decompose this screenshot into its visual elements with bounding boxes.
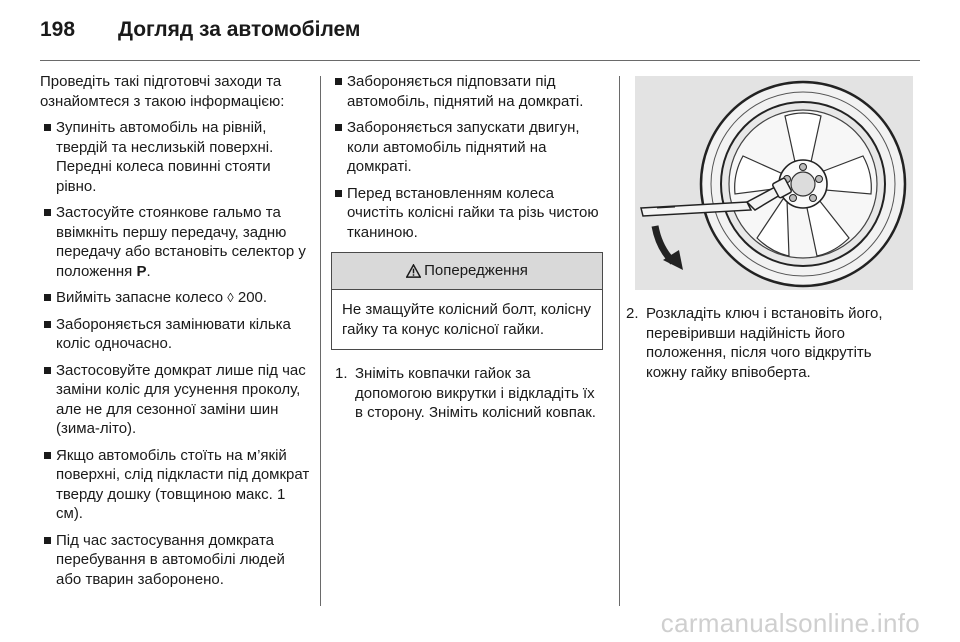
list-item [622, 304, 912, 382]
steps-list-2 [622, 304, 912, 382]
list-item: Зупиніть автомобіль на рівній, твердій та неслизькій поверхні. Передні колеса повинні стояти рівно. [40, 118, 312, 196]
park-position: P [136, 262, 147, 280]
warning-triangle-icon [406, 264, 421, 278]
intro-text: Проведіть такі підготовчі заходи та ознайомтеся з такою інформацією: [40, 73, 285, 110]
column-3 [622, 72, 912, 389]
step-text: Розкладіть ключ і встановіть його, перевіривши надійність його положення, після чого відкрутіть кожну гайку впівоберта. [646, 305, 883, 381]
list-item: Забороняється підповзати під автомобіль, піднятий на домкраті. [331, 72, 603, 111]
column-divider-2 [619, 76, 620, 606]
list-item: Забороняється запускати двигун, коли автомобіль піднятий на домкраті. [331, 118, 603, 177]
steps-list-1 [331, 364, 603, 423]
wheel-with-wrench-image [635, 76, 913, 290]
warning-box [331, 252, 603, 350]
list-item: Перед встановленням колеса очистіть колісні гайки та різь чистою тканиною. [331, 184, 603, 243]
page-reference-link[interactable]: 200. [237, 289, 268, 306]
column-2 [331, 72, 603, 430]
column-1 [40, 72, 312, 596]
wheel-wrench-illustration [635, 76, 913, 290]
warning-header [332, 253, 602, 290]
page-header [40, 18, 360, 48]
list-item: Застосовуйте домкрат лише під час заміни коліс для усунення проколу, але не для сезонної заміни шин (зима-літо). [40, 361, 312, 439]
list-item: Забороняється замінювати кілька коліс одночасно. [40, 315, 312, 354]
warning-title: Попередження [424, 262, 528, 280]
page-reference-icon: ◊ [227, 290, 234, 305]
list-item [331, 364, 603, 423]
list-item: Якщо автомобіль стоїть на м’якій поверхні, слід підкласти під домкрат тверду дошку (товщиною макс. 1 см). [40, 446, 312, 524]
watermark-text: carmanualsonline.info [660, 608, 920, 638]
list-item: Застосуйте стоянкове гальмо та ввімкніть першу передачу, задню передачу або встановіть селектор у положення P. [40, 203, 312, 281]
step-number: 1. [335, 365, 348, 382]
step-number: 2. [626, 305, 639, 322]
column-divider-1 [320, 76, 321, 606]
warning-text: Не змащуйте колісний болт, колісну гайку та конус колісної гайки. [342, 301, 592, 338]
step-text: Зніміть ковпачки гайок за допомогою викрутки і відкладіть їх в сторону. Зніміть колісний ковпак. [355, 365, 596, 421]
preparation-list [40, 118, 312, 589]
page-title: Догляд за автомобілем [118, 18, 361, 41]
page-number: 198 [40, 18, 76, 41]
list-item: Під час застосування домкрата перебування в автомобілі людей або тварин заборонено. [40, 531, 312, 590]
list-item: Вийміть запасне колесо ◊ 200. [40, 288, 312, 308]
header-rule [40, 60, 920, 61]
safety-list [331, 72, 603, 242]
